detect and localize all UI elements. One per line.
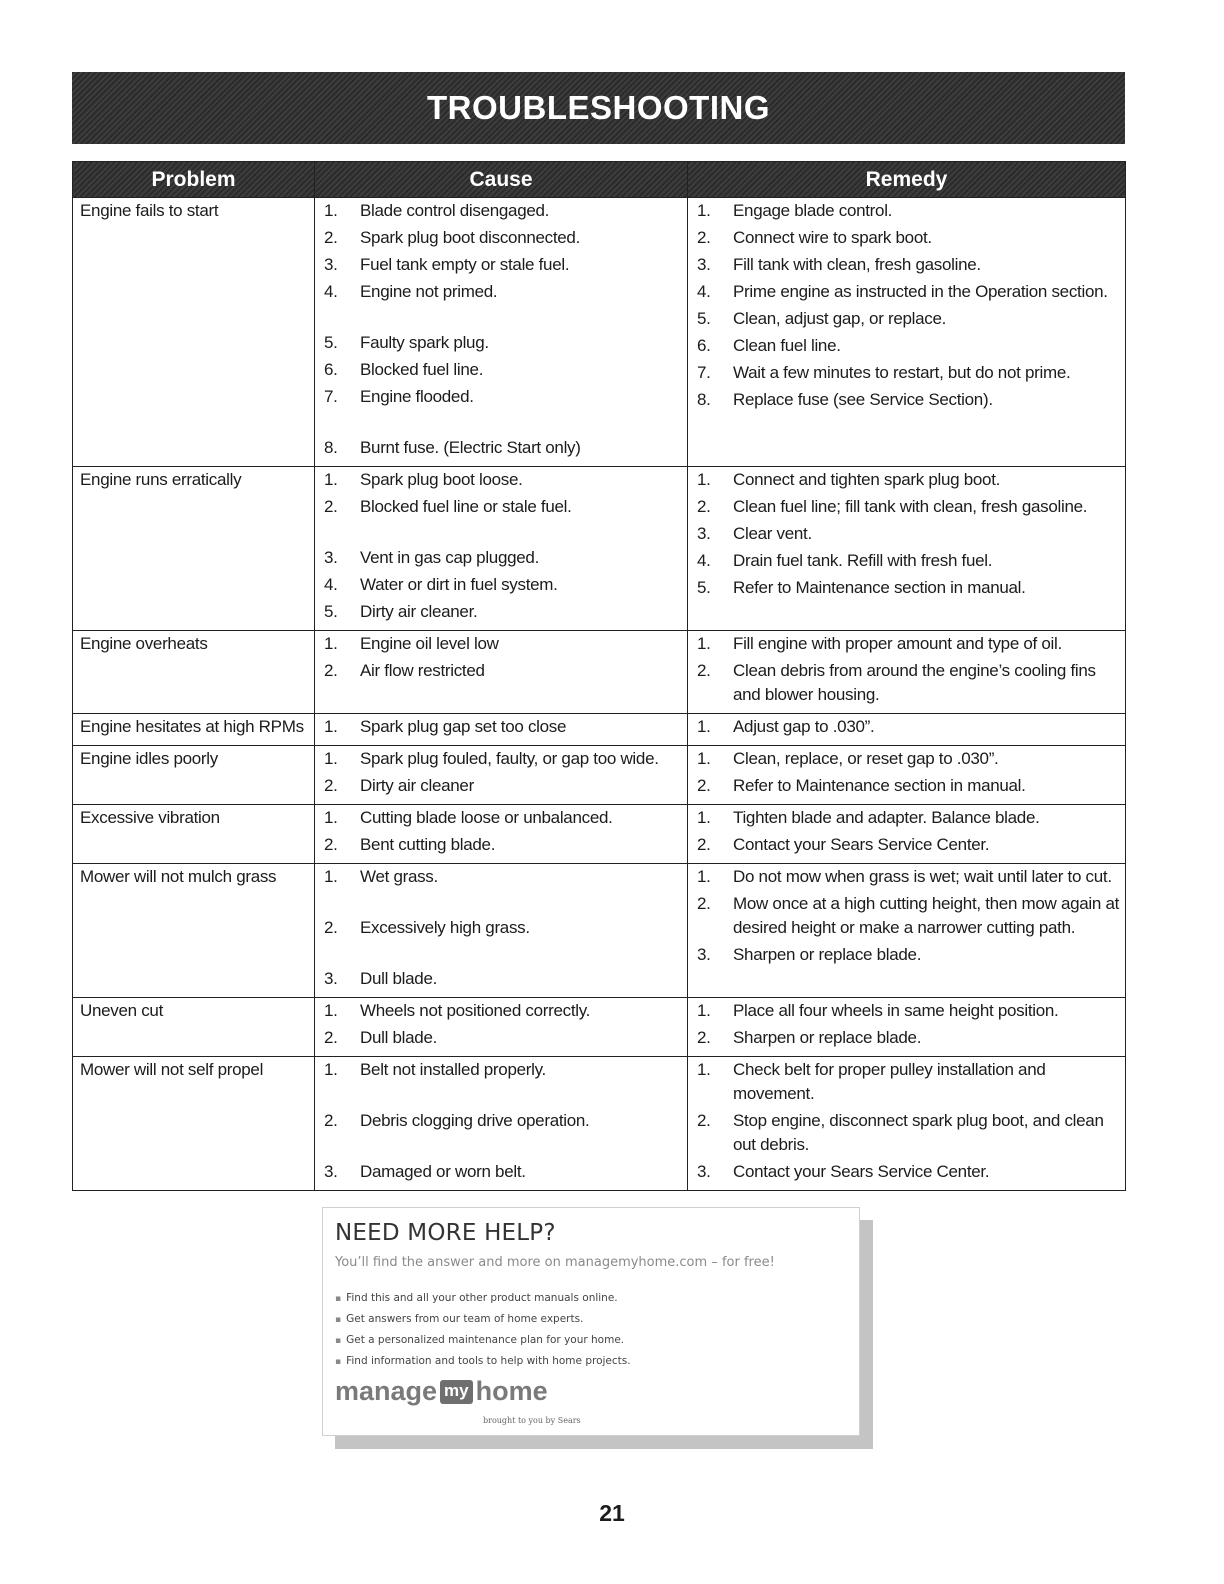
remedy-text: Check belt for proper pulley installation and movement.	[733, 1060, 1046, 1103]
table-row	[73, 1057, 1126, 1191]
cause-number: 1.	[324, 470, 338, 489]
cause-number: 2.	[324, 835, 338, 854]
cause-cell	[315, 467, 688, 631]
cause-item	[322, 715, 683, 739]
cause-text: Wheels not positioned correctly.	[360, 1001, 591, 1020]
remedy-number: 1.	[697, 867, 711, 886]
remedy-text: Clean debris from around the engine’s cooling fins and blower housing.	[733, 661, 1096, 704]
remedy-number: 5.	[697, 578, 711, 597]
cause-number: 1.	[324, 1001, 338, 1020]
remedy-item	[695, 806, 1121, 830]
remedy-item	[695, 659, 1121, 707]
header-remedy: Remedy	[688, 162, 1126, 198]
table-row	[73, 805, 1126, 864]
remedy-text: Clean fuel line; fill tank with clean, fresh gasoline.	[733, 497, 1088, 516]
remedy-text: Place all four wheels in same height position.	[733, 1001, 1059, 1020]
cause-number: 5.	[324, 602, 338, 621]
remedy-item	[695, 522, 1121, 546]
cause-text: Damaged or worn belt.	[360, 1162, 526, 1181]
logo-manage: manage	[335, 1376, 438, 1406]
remedy-item	[695, 307, 1121, 331]
remedy-number: 2.	[697, 835, 711, 854]
remedy-text: Mow once at a high cutting height, then mow again at desired height or make a narrower cutting path.	[733, 894, 1120, 937]
title-banner	[72, 72, 1125, 144]
cause-item	[322, 1160, 683, 1184]
cause-text: Wet grass.	[360, 867, 438, 886]
remedy-number: 4.	[697, 282, 711, 301]
remedy-item	[695, 999, 1121, 1023]
cause-cell	[315, 864, 688, 998]
remedy-number: 2.	[697, 661, 711, 680]
remedy-number: 4.	[697, 551, 711, 570]
remedy-number: 3.	[697, 945, 711, 964]
remedy-item	[695, 774, 1121, 798]
remedy-item	[695, 632, 1121, 656]
remedy-number: 6.	[697, 336, 711, 355]
remedy-text: Tighten blade and adapter. Balance blade.	[733, 808, 1040, 827]
remedy-item	[695, 495, 1121, 519]
remedy-text: Clean, replace, or reset gap to .030”.	[733, 749, 999, 768]
remedy-item	[695, 865, 1121, 889]
remedy-item	[695, 576, 1121, 600]
remedy-number: 2.	[697, 228, 711, 247]
cause-number: 1.	[324, 201, 338, 220]
remedy-text: Contact your Sears Service Center.	[733, 1162, 990, 1181]
remedy-cell	[688, 467, 1126, 631]
table-row	[73, 714, 1126, 746]
cause-item	[322, 967, 683, 991]
cause-text: Spark plug boot disconnected.	[360, 228, 581, 247]
remedy-text: Clean fuel line.	[733, 336, 841, 355]
problem-cell: Engine fails to start	[73, 198, 315, 467]
remedy-cell	[688, 198, 1126, 467]
remedy-text: Drain fuel tank. Refill with fresh fuel.	[733, 551, 993, 570]
remedy-number: 2.	[697, 1028, 711, 1047]
remedy-number: 1.	[697, 470, 711, 489]
cause-item	[322, 916, 683, 940]
cause-item	[322, 331, 683, 355]
remedy-item	[695, 468, 1121, 492]
cause-item	[322, 1058, 683, 1082]
remedy-cell	[688, 1057, 1126, 1191]
help-subtitle: You’ll find the answer and more on managemyhome.com – for free!	[335, 1255, 775, 1270]
remedy-item	[695, 226, 1121, 250]
cause-text: Engine oil level low	[360, 634, 499, 653]
remedy-text: Connect and tighten spark plug boot.	[733, 470, 1001, 489]
remedy-number: 1.	[697, 717, 711, 736]
remedy-text: Stop engine, disconnect spark plug boot, and clean out debris.	[733, 1111, 1104, 1154]
cause-item	[322, 199, 683, 223]
remedy-text: Clean, adjust gap, or replace.	[733, 309, 947, 328]
remedy-cell	[688, 746, 1126, 805]
remedy-number: 2.	[697, 776, 711, 795]
problem-cell: Engine hesitates at high RPMs	[73, 714, 315, 746]
remedy-text: Refer to Maintenance section in manual.	[733, 776, 1026, 795]
remedy-item	[695, 747, 1121, 771]
remedy-number: 2.	[697, 497, 711, 516]
cause-text: Spark plug fouled, faulty, or gap too wide.	[360, 749, 659, 768]
cause-item	[322, 1026, 683, 1050]
cause-number: 4.	[324, 282, 338, 301]
cause-text: Vent in gas cap plugged.	[360, 548, 540, 567]
remedy-cell	[688, 805, 1126, 864]
remedy-cell	[688, 864, 1126, 998]
remedy-cell	[688, 714, 1126, 746]
problem-cell: Engine idles poorly	[73, 746, 315, 805]
cause-text: Debris clogging drive operation.	[360, 1111, 590, 1130]
cause-item	[322, 358, 683, 382]
table-row	[73, 864, 1126, 998]
remedy-item	[695, 892, 1121, 940]
table-row	[73, 631, 1126, 714]
remedy-number: 1.	[697, 808, 711, 827]
cause-text: Blocked fuel line.	[360, 360, 484, 379]
table-row	[73, 998, 1126, 1057]
cause-item	[322, 495, 683, 519]
cause-number: 1.	[324, 717, 338, 736]
cause-number: 5.	[324, 333, 338, 352]
cause-item	[322, 436, 683, 460]
cause-text: Engine not primed.	[360, 282, 498, 301]
help-bullet: ▪ Get answers from our team of home experts.	[335, 1309, 631, 1330]
remedy-text: Fill tank with clean, fresh gasoline.	[733, 255, 981, 274]
cause-number: 3.	[324, 1162, 338, 1181]
cause-number: 2.	[324, 776, 338, 795]
cause-text: Burnt fuse. (Electric Start only)	[360, 438, 581, 457]
remedy-item	[695, 280, 1121, 304]
cause-item	[322, 573, 683, 597]
cause-item	[322, 659, 683, 683]
cause-cell	[315, 198, 688, 467]
table-header-row	[73, 162, 1126, 198]
cause-item	[322, 280, 683, 304]
cause-number: 1.	[324, 634, 338, 653]
remedy-number: 1.	[697, 634, 711, 653]
remedy-number: 5.	[697, 309, 711, 328]
help-bullet: ▪ Get a personalized maintenance plan for your home.	[335, 1330, 631, 1351]
cause-number: 1.	[324, 867, 338, 886]
cause-number: 8.	[324, 438, 338, 457]
cause-item	[322, 865, 683, 889]
cause-item	[322, 999, 683, 1023]
page-number: 21	[599, 1500, 625, 1526]
cause-item	[322, 468, 683, 492]
logo-home: home	[475, 1376, 548, 1406]
remedy-item	[695, 549, 1121, 573]
cause-text: Water or dirt in fuel system.	[360, 575, 558, 594]
remedy-number: 1.	[697, 1001, 711, 1020]
cause-cell	[315, 714, 688, 746]
cause-item	[322, 600, 683, 624]
help-bullet: ▪ Find information and tools to help with home projects.	[335, 1351, 631, 1372]
help-bullet-list	[335, 1288, 631, 1372]
cause-cell	[315, 631, 688, 714]
cause-item	[322, 385, 683, 409]
cause-item	[322, 226, 683, 250]
remedy-number: 8.	[697, 390, 711, 409]
remedy-item	[695, 388, 1121, 412]
troubleshooting-table	[72, 161, 1126, 1191]
table-row	[73, 746, 1126, 805]
cause-text: Spark plug boot loose.	[360, 470, 523, 489]
cause-text: Bent cutting blade.	[360, 835, 496, 854]
cause-number: 6.	[324, 360, 338, 379]
cause-item	[322, 747, 683, 771]
cause-text: Excessively high grass.	[360, 918, 530, 937]
cause-number: 2.	[324, 497, 338, 516]
remedy-text: Wait a few minutes to restart, but do not prime.	[733, 363, 1071, 382]
cause-number: 2.	[324, 1028, 338, 1047]
cause-number: 1.	[324, 808, 338, 827]
remedy-cell	[688, 998, 1126, 1057]
cause-text: Blocked fuel line or stale fuel.	[360, 497, 572, 516]
cause-item	[322, 806, 683, 830]
remedy-number: 1.	[697, 201, 711, 220]
cause-text: Cutting blade loose or unbalanced.	[360, 808, 613, 827]
remedy-item	[695, 334, 1121, 358]
remedy-number: 2.	[697, 894, 711, 913]
cause-cell	[315, 805, 688, 864]
remedy-number: 1.	[697, 1060, 711, 1079]
remedy-text: Connect wire to spark boot.	[733, 228, 932, 247]
table-row	[73, 467, 1126, 631]
remedy-text: Adjust gap to .030”.	[733, 717, 875, 736]
page-title: TROUBLESHOOTING	[427, 89, 770, 126]
table-body	[73, 198, 1126, 1191]
remedy-item	[695, 253, 1121, 277]
cause-text: Belt not installed properly.	[360, 1060, 546, 1079]
cause-item	[322, 546, 683, 570]
cause-text: Spark plug gap set too close	[360, 717, 567, 736]
remedy-text: Clear vent.	[733, 524, 812, 543]
cause-item	[322, 833, 683, 857]
remedy-item	[695, 1109, 1121, 1157]
managemyhome-logo	[335, 1376, 548, 1407]
remedy-item	[695, 361, 1121, 385]
problem-cell: Engine overheats	[73, 631, 315, 714]
remedy-number: 7.	[697, 363, 711, 382]
remedy-text: Sharpen or replace blade.	[733, 945, 922, 964]
remedy-item	[695, 1160, 1121, 1184]
cause-number: 2.	[324, 1111, 338, 1130]
remedy-item	[695, 715, 1121, 739]
problem-cell: Mower will not mulch grass	[73, 864, 315, 998]
need-more-help-box	[322, 1207, 860, 1436]
remedy-number: 1.	[697, 749, 711, 768]
remedy-item	[695, 199, 1121, 223]
logo-byline: brought to you by Sears	[483, 1416, 581, 1425]
remedy-item	[695, 833, 1121, 857]
remedy-text: Contact your Sears Service Center.	[733, 835, 990, 854]
cause-cell	[315, 998, 688, 1057]
remedy-text: Engage blade control.	[733, 201, 893, 220]
cause-item	[322, 253, 683, 277]
cause-text: Dull blade.	[360, 969, 438, 988]
remedy-text: Fill engine with proper amount and type of oil.	[733, 634, 1062, 653]
problem-cell: Excessive vibration	[73, 805, 315, 864]
remedy-text: Refer to Maintenance section in manual.	[733, 578, 1026, 597]
cause-text: Air flow restricted	[360, 661, 485, 680]
cause-item	[322, 774, 683, 798]
remedy-cell	[688, 631, 1126, 714]
help-bullet: ▪ Find this and all your other product manuals online.	[335, 1288, 631, 1309]
remedy-number: 3.	[697, 255, 711, 274]
cause-number: 3.	[324, 255, 338, 274]
cause-text: Dull blade.	[360, 1028, 438, 1047]
problem-cell: Uneven cut	[73, 998, 315, 1057]
help-title: NEED MORE HELP?	[335, 1220, 556, 1246]
cause-text: Faulty spark plug.	[360, 333, 489, 352]
cause-number: 7.	[324, 387, 338, 406]
cause-text: Dirty air cleaner.	[360, 602, 478, 621]
remedy-item	[695, 1026, 1121, 1050]
cause-text: Engine flooded.	[360, 387, 474, 406]
cause-cell	[315, 746, 688, 805]
remedy-text: Prime engine as instructed in the Operation section.	[733, 282, 1108, 301]
problem-cell: Mower will not self propel	[73, 1057, 315, 1191]
remedy-text: Sharpen or replace blade.	[733, 1028, 922, 1047]
remedy-number: 2.	[697, 1111, 711, 1130]
remedy-item	[695, 1058, 1121, 1106]
cause-number: 2.	[324, 228, 338, 247]
cause-text: Blade control disengaged.	[360, 201, 550, 220]
problem-cell: Engine runs erratically	[73, 467, 315, 631]
cause-number: 2.	[324, 661, 338, 680]
cause-number: 1.	[324, 1060, 338, 1079]
header-problem: Problem	[73, 162, 315, 198]
remedy-number: 3.	[697, 1162, 711, 1181]
cause-cell	[315, 1057, 688, 1191]
cause-text: Fuel tank empty or stale fuel.	[360, 255, 570, 274]
remedy-text: Do not mow when grass is wet; wait until later to cut.	[733, 867, 1112, 886]
remedy-text: Replace fuse (see Service Section).	[733, 390, 993, 409]
logo-my-badge: my	[440, 1380, 473, 1404]
header-cause: Cause	[315, 162, 688, 198]
cause-item	[322, 1109, 683, 1133]
cause-number: 3.	[324, 548, 338, 567]
table-row	[73, 198, 1126, 467]
cause-number: 2.	[324, 918, 338, 937]
cause-number: 3.	[324, 969, 338, 988]
cause-text: Dirty air cleaner	[360, 776, 474, 795]
cause-number: 1.	[324, 749, 338, 768]
cause-number: 4.	[324, 575, 338, 594]
remedy-item	[695, 943, 1121, 967]
remedy-number: 3.	[697, 524, 711, 543]
cause-item	[322, 632, 683, 656]
